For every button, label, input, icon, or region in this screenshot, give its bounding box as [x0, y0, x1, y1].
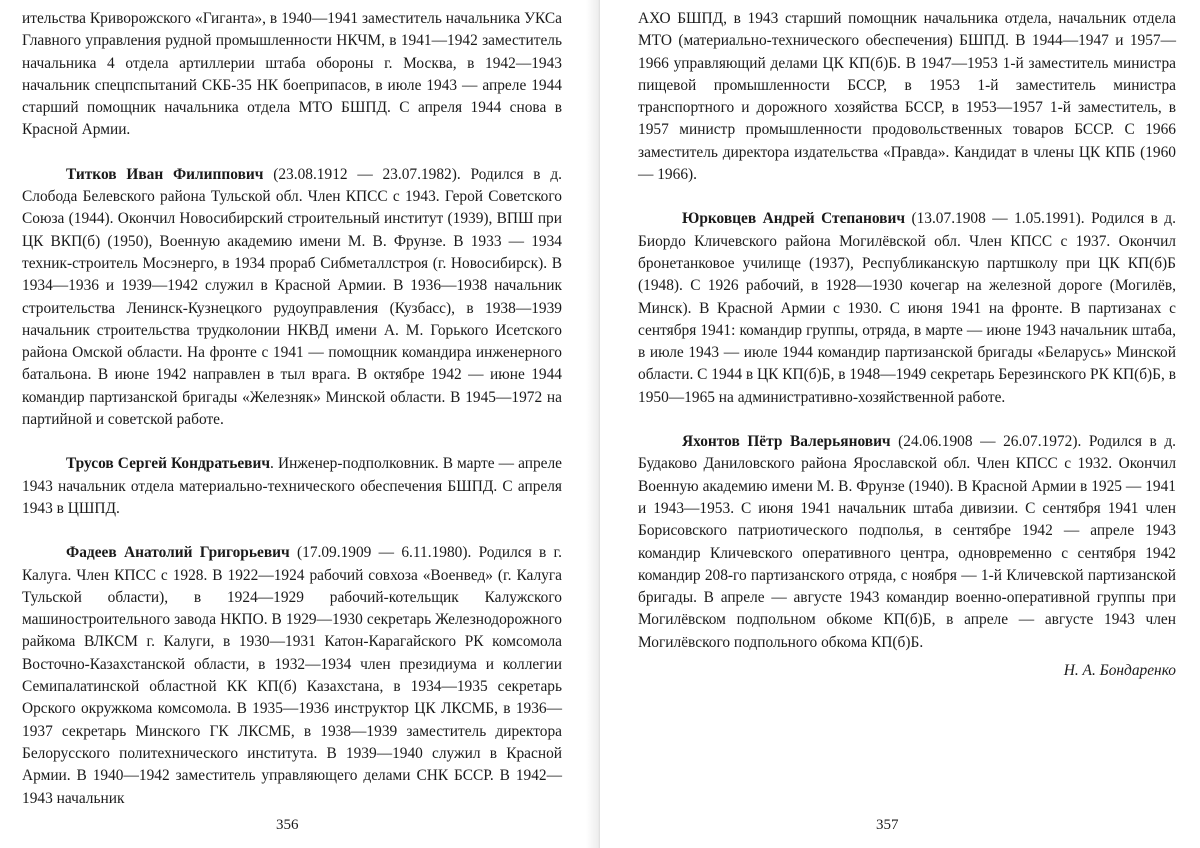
right-page [600, 0, 1200, 848]
entry-name: Титков Иван Филиппович [66, 165, 264, 183]
entry-text: . Инженер-подполковник. В марте — апреле 1943 начальник отдела материально-технического обеспечения БШПД. С апреля 1943 в ЦШПД. [22, 455, 563, 517]
entry-text: (13.07.1908 — 1.05.1991). Родился в д. Биордо Кличевского района Могилёвской обл. Член КПСС с 1937. Окончил бронетанковое училище (1937), Республиканскую партшколу при ЦК КП(б)Б (1948). С 1926 рабочий, в 1928—1930 кочегар на железной дороге (Могилёв, Минск). В Красной Армии с 1930. С июня 1941 на фронте. В партизанах с сентября 1941: командир группы, отряда, в марте — июне 1943 начальник штаба, в июле 1943 — июле 1944 командир партизанской бригады «Беларусь» Минской области. С 1944 в ЦК КП(б)Б, в 1948—1949 секретарь Березинского РК КП(б)Б, в 1950—1965 на административно-хозяйственной работе. [638, 210, 1176, 406]
entry-yakhontov [638, 431, 1176, 654]
continuation-paragraph: АХО БШПД, в 1943 старший помощник начальника отдела, начальник отдела МТО (материально-технического обеспечения) БШПД. В 1944—1947 и 1957—1966 управляющий делами ЦК КП(б)Б. В 1947—1953 1-й заместитель министра пищевой промышленности БССР, в 1953 1-й заместитель министра транспортного и дорожного хозяйства БССР, в 1953—1957 1-й заместитель, в 1957 министр промышленности продовольственных товаров БССР. С 1966 заместитель директора издательства «Правда». Кандидат в члены ЦК КПБ (1960 — 1966). [638, 10, 1176, 184]
continuation-paragraph: ительства Криворожского «Гиганта», в 1940—1941 заместитель начальника УКСа Главного управления рудной промышленности НКЧМ, в 1941—1942 заместитель начальника 4 отдела артиллерии штаба обороны г. Москва, в 1942—1943 начальник спецпспытаний СКБ-35 НК боеприпасов, в июле 1943 — апреле 1944 старший помощник начальника отдела МТО БШПД. С апреля 1944 снова в Красной Армии. [22, 10, 562, 139]
page-number: 356 [276, 817, 299, 833]
entry-text: (17.09.1909 — 6.11.1980). Родился в г. Калуга. Член КПСС с 1928. В 1922—1924 рабочий совхоза «Военвед» (г. Калуга Тульской области), в 1924—1929 рабочий-котельщик Калужского машиностроительного завода НКПО. В 1929—1930 секретарь Железнодорожного райкома ВЛКСМ г. Калуги, в 1930—1931 Катон-Карагайского РК комсомола Восточно-Казахстанской области, в 1932—1934 член президиума и коллегии Семипалатинской областной КК КП(б) Казахстана, в 1934—1935 секретарь Орского окружкома комсомола. В 1935—1936 инструктор ЦК ЛКСМБ, в 1936—1937 секретарь Минского ГК ЛКСМБ, в 1938—1939 заместитель директора Белорусского политехнического института. В 1939—1940 служил в Красной Армии. В 1940—1942 заместитель управляющего делами СНК БССР. В 1942—1943 начальник [22, 544, 562, 807]
entry-name: Яхонтов Пётр Валерьянович [682, 433, 891, 451]
entry-yurkovtsev [638, 208, 1176, 409]
entry-fadeev [22, 542, 562, 810]
page-number: 357 [876, 817, 899, 833]
entry-trusov [22, 453, 562, 520]
entry-titkov [22, 164, 562, 432]
author-signature: Н. А. Бондаренко [1063, 662, 1176, 680]
entry-text: (23.08.1912 — 23.07.1982). Родился в д. Слобода Белевского района Тульской обл. Член КПСС с 1943. Герой Советского Союза (1944). Окончил Новосибирский строительный институт (1939), ВПШ при ЦК ВКП(б) (1950), Военную академию имени М. В. Фрунзе. В 1933 — 1934 техник-строитель Мосэнерго, в 1934 прораб Сибметаллстроя (г. Новосибирск). В 1934—1936 и 1939—1942 служил в Красной Армии. В 1936—1938 начальник строительства Ленинск-Кузнецкого рудоуправления (Кузбасс), в 1938—1939 начальник строительства трудколонии НКВД имени А. М. Горького Исетского района Омской области. На фронте с 1941 — помощник командира инженерного батальона. В июне 1942 направлен в тыл врага. В октябре 1942 — июне 1944 командир партизанской бригады «Железняк» Минской области. В 1945—1972 на партийной и советской работе. [22, 165, 562, 429]
entry-name: Фадеев Анатолий Григорьевич [66, 544, 290, 562]
entry-name: Юрковцев Андрей Степанович [682, 210, 905, 228]
entry-name: Трусов Сергей Кондратьевич [66, 455, 271, 473]
entry-text: (24.06.1908 — 26.07.1972). Родился в д. Будаково Даниловского района Ярославской обл. Член КПСС с 1932. Окончил Военную академию имени М. В. Фрунзе (1940). В Красной Армии в 1925 — 1941 и 1943—1953. С июня 1941 начальник штаба дивизии. С сентября 1941 член Борисовского патриотического подполья, в сентябре 1942 — апреле 1943 командир Кличевского оперативного центра, одновременно с сентября 1942 командир 208-го партизанского отряда, с ноября — 1-й Кличевской партизанской бригады. В апреле — августе 1943 командир военно-оперативной группы при Могилёвском подпольном обкоме КП(б)Б, в апреле — августе 1943 член Могилёвского подпольного обкома КП(б)Б. [638, 433, 1176, 651]
